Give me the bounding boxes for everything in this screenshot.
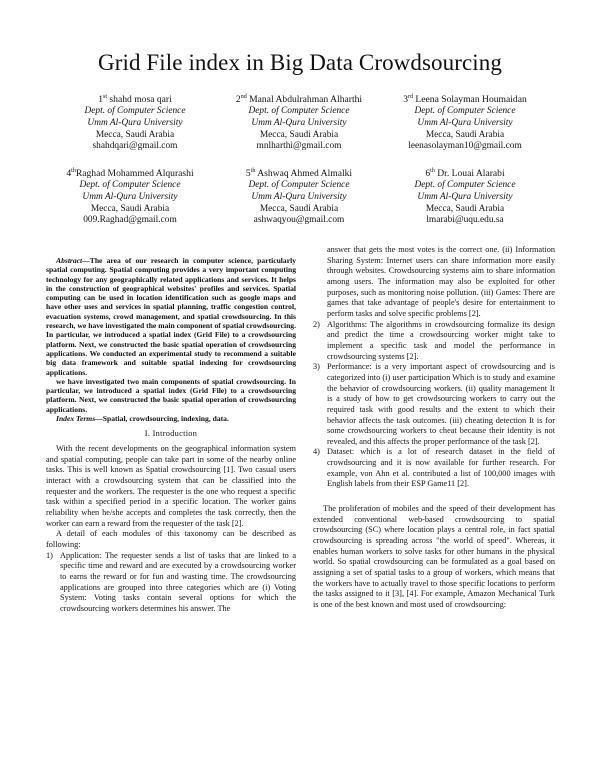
author-dept: Dept. of Computer Science [79, 179, 181, 190]
author-city: Mecca, Saudi Arabia [425, 203, 505, 214]
paper-title: Grid File index in Big Data Crowdsourcing [98, 50, 502, 75]
intro-paragraph: A detail of each modules of this taxonomy can be described as following: [46, 529, 296, 549]
list-number: 3) [313, 362, 320, 372]
author-university: Umm Al-Qura University [82, 191, 178, 202]
author-name: 6th Dr. Louai Alarabi [425, 168, 505, 180]
author-university: Umm Al-Qura University [417, 191, 513, 202]
author-name: 4thRaghad Mohammed Alqurashi [66, 168, 194, 180]
list-text: Performance: is a very important aspect of crowdsourcing and is categorized into (i) user participation Which is to study and examine the behavior of crowdsourcing workers. (ii) quality management It is a study of how to get crowdsourcing workers to carry out the required task with good results and the extent to which their behavior affects the task outcomes. (iii) cheating detection It is for some crowdsourcing workers to cheat because their identity is not revealed, and this affects the proper performance of the task [2]. [327, 362, 555, 446]
author-university: Umm Al-Qura University [417, 117, 513, 128]
author-city: Mecca, Saudi Arabia [259, 203, 339, 214]
abstract-extra: we have investigated two main components of spatial crowdsourcing. In particular, we introduced a spatial index (Grid File) to a crowdsourcing platform. Next, we constructed the basic spatial operation of crowdsourcing applications. [46, 376, 296, 414]
author-card [214, 92, 384, 153]
right-column [313, 245, 555, 611]
list-number: 1) [46, 550, 53, 560]
author-email: ashwaqyou@gmail.com [253, 215, 345, 226]
list-text: Algorithms: The algorithms in crowdsourcing formalize its design and predict the time a crowdsourcing worker might take to implement a specific task and model the performance in crowdsourcing systems [2]. [327, 319, 555, 361]
author-name: 3rd Leena Solayman Houmaidan [403, 94, 527, 106]
author-university: Umm Al-Qura University [87, 117, 183, 128]
list-text: Dataset: which is a lot of research dataset in the field of crowdsourcing and it is now available for further research. For example, von Ahn et al. contributed a list of 100,000 images with English labels from their ESP Game11 [2]. [327, 447, 555, 489]
list-number: 4) [313, 447, 320, 457]
list-item [313, 320, 555, 363]
intro-paragraph: The proliferation of mobiles and the speed of their development has extended conventional web-based crowdsourcing to spatial crowdsourcing (SC) where location plays a central role, in fact spatial crowdsourcing is spreading across "the world of speed". Whereas, it enables human workers to solve tasks for other humans in the physical world. So spatial crowdsourcing can be formulated as a goal based on assigning a set of spatial tasks to a group of workers, which means that the workers have to actually travel to those specific locations to perform the tasks assigned to it [3], [4]. For example, Amazon Mechanical Turk is one of the best known and most used of crowdsourcing: [313, 504, 555, 609]
author-university: Umm Al-Qura University [251, 117, 347, 128]
section-heading: I. Introduction [144, 429, 198, 439]
author-city: Mecca, Saudi Arabia [425, 129, 505, 140]
author-card [45, 166, 215, 227]
author-city: Mecca, Saudi Arabia [95, 129, 175, 140]
author-card [380, 166, 550, 227]
list-item [313, 245, 555, 320]
author-university: Umm Al-Qura University [251, 191, 347, 202]
list-item [313, 447, 555, 490]
abstract [46, 256, 296, 377]
author-dept: Dept. of Computer Science [414, 179, 516, 190]
abstract-label: Abstract [56, 256, 83, 265]
author-city: Mecca, Saudi Arabia [259, 129, 339, 140]
taxonomy-list-continued [313, 245, 555, 490]
author-dept: Dept. of Computer Science [84, 105, 186, 116]
list-number: 2) [313, 319, 320, 329]
author-name: 5th Ashwaq Ahmed Almalki [245, 168, 353, 180]
author-name: 1st shahd mosa qari [98, 94, 172, 106]
author-email: mnlharthi@gmail.com [256, 141, 342, 152]
author-card [380, 92, 550, 153]
list-text: Application: The requester sends a list of tasks that are linked to a specific time and reward and are executed by a crowdsourcing worker to earns the reward or for fun and wasting time. The crowdsourcing applications are grouped into three categories which are (i) Voting System: Voting tasks contain several options for which the crowdsourcing workers determines his answer. The [60, 550, 296, 613]
author-card [214, 166, 384, 227]
author-dept: Dept. of Computer Science [248, 179, 350, 190]
list-item [313, 362, 555, 447]
author-name: 2nd Manal Abdulrahman Alharthi [235, 94, 363, 106]
index-terms [46, 414, 296, 423]
intro-paragraph: With the recent developments on the geographical information system and spatial computing, people can take part in some of the nearby online tasks. This is well known as Spatial crowdsourcing [1]. Two casual users interact with a crowdsourcing system that can be classified into the requester and the workers. The requester is the one who request a specific task within a specified period in a specific location. The worker gains reliability when he/she accepts and completes the task correctly, then the worker can earn a reward from the requester of the task [2]. [46, 444, 296, 528]
author-email: lmarabi@uqu.edu.sa [426, 215, 504, 226]
abstract-text: —The area of our research in computer science, particularly spatial computing. Spatial computing provides a very important computing technology for any geographically related applications and services. It helps in the construction of geographical websites' profiles and services. Spatial computing can be used in location identification such as google maps and have other uses and services in spatial planning, traffic congestion control, evacuation systems, crowd management, and spatial crowdsourcing. In this research, we have investigated the main component of spatial crowdsourcing. In particular, we introduced a spatial index (Grid File) to a crowdsourcing platform. Next, we constructed the basic spatial operation of crowdsourcing applications. We conducted an experimental study to recommend a suitable big data framework and suitable spatial indexing for crowdsourcing applications. [46, 256, 296, 377]
author-email: leenasolayman10@gmail.com [408, 141, 522, 152]
list-text: answer that gets the most votes is the correct one. (ii) Information Sharing System: Internet users can share information more easily through websites. Crowdsourcing systems aim to share information among users. The information may also be exploited for other purposes, such as monitoring noise pollution. (iii) Games: There are games that take advantage of people's desire for entertainment to perform tasks and solve specific problems [2]. [327, 245, 555, 318]
taxonomy-list [46, 551, 296, 615]
author-card [50, 92, 220, 153]
author-email: shahdqari@gmail.com [92, 141, 178, 152]
author-email: 009.Raghad@gmail.com [83, 215, 177, 226]
author-dept: Dept. of Computer Science [414, 105, 516, 116]
index-terms-label: Index Terms [56, 414, 96, 424]
author-city: Mecca, Saudi Arabia [90, 203, 170, 214]
list-item [46, 551, 296, 615]
left-column [46, 256, 296, 615]
index-terms-text: —Spatial, crowdsourcing, indexing, data. [95, 414, 229, 424]
author-dept: Dept. of Computer Science [248, 105, 350, 116]
